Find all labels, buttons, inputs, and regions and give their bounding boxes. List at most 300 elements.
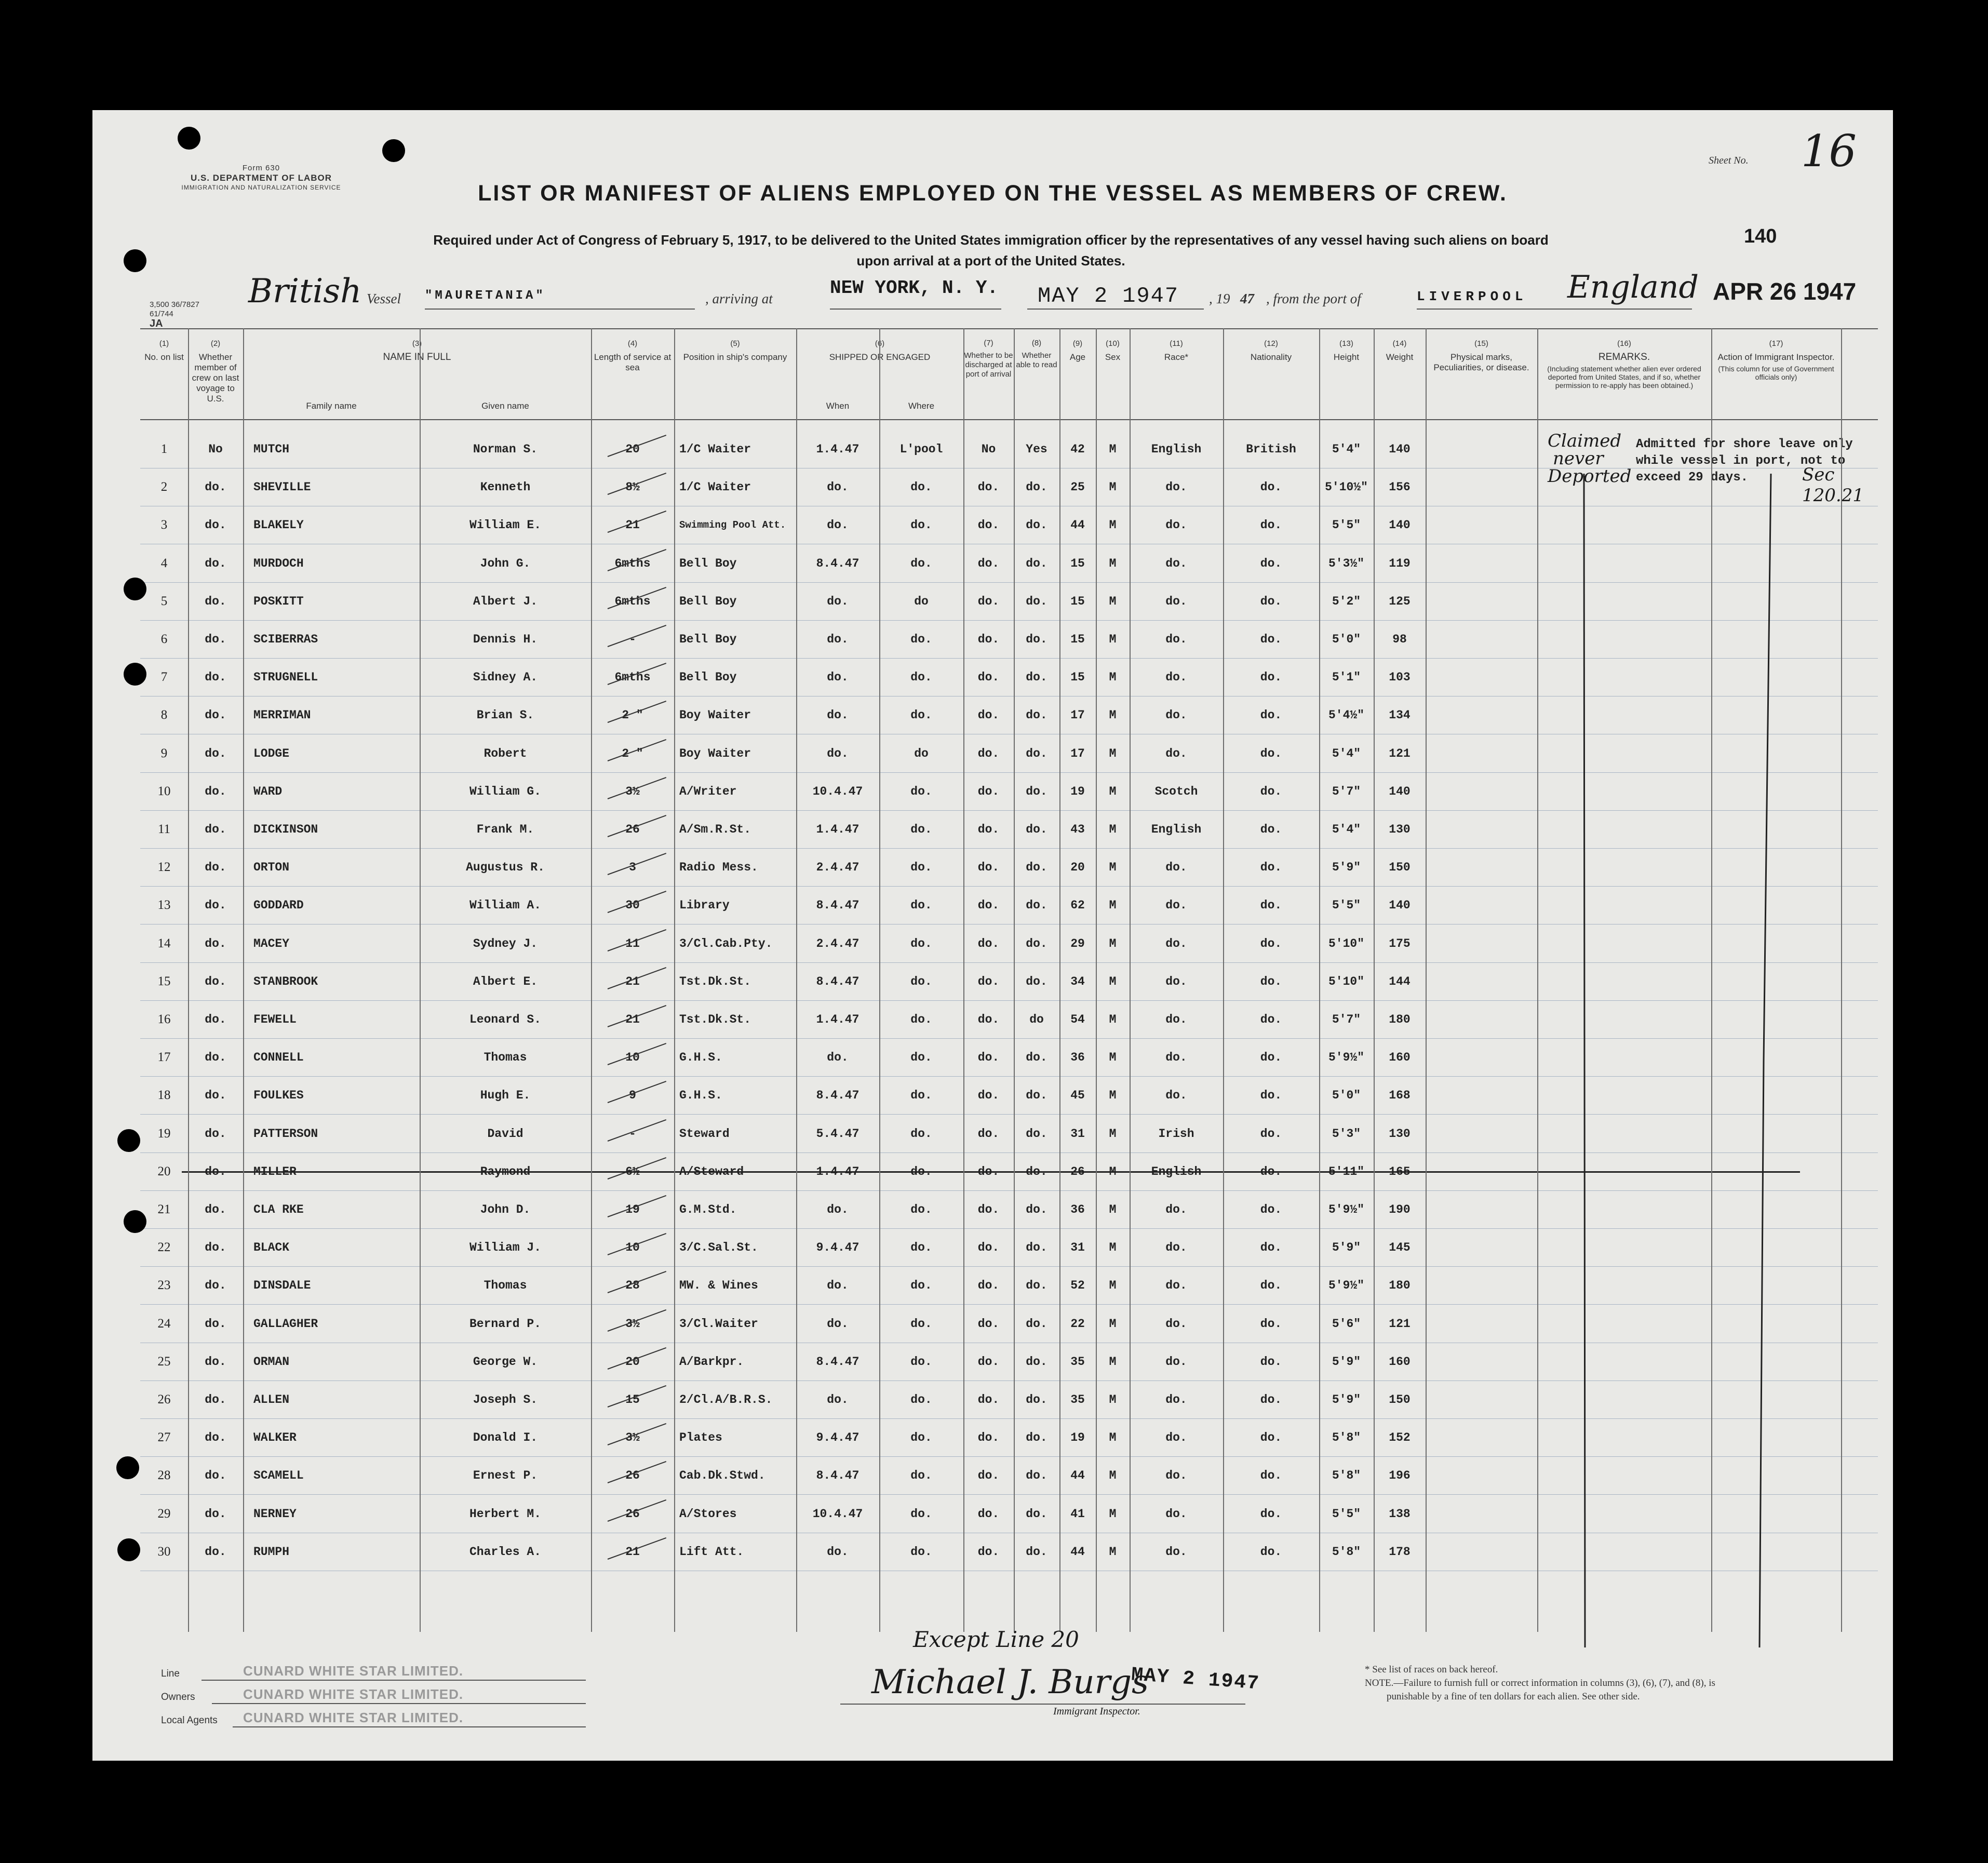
cell-when: 8.4.47 [816,1089,859,1103]
inspector-label: Immigrant Inspector. [1053,1706,1140,1717]
cell-given: Sidney A. [473,671,538,685]
cell-given: David [487,1127,523,1141]
cell-prev: do. [205,1164,226,1178]
from-country-handwritten: England [1567,269,1699,305]
cell-nationality: do. [1260,784,1282,798]
cell-when: do. [827,708,849,722]
cell-when: 9.4.47 [816,1431,859,1445]
cell-when: 2.4.47 [816,861,859,875]
table-top-line [140,328,1878,329]
remarks-typed-1: Admitted for shore leave only [1636,437,1853,451]
cell-service: 28 [625,1279,640,1293]
cell-family: GODDARD [253,899,304,913]
cell-where: do. [910,1127,932,1141]
cell-nationality: do. [1260,1013,1282,1026]
cell-given: Frank M. [476,823,534,836]
cell-no: 16 [157,1012,171,1026]
cell-sex: M [1109,1051,1117,1065]
cell-age: 44 [1070,1545,1085,1559]
cell-discharge: do. [977,708,1000,722]
cell-position: 3/Cl.Cab.Pty. [679,936,773,950]
cell-family: SCIBERRAS [253,633,318,646]
cell-race: do. [1165,556,1187,570]
crew-count: 140 [1744,225,1777,247]
cell-family: NERNEY [253,1507,297,1521]
header-col-11: (11) Race* [1164,339,1189,362]
cell-race: do. [1165,1355,1187,1369]
cell-age: 45 [1070,1089,1085,1103]
cell-prev: do. [205,556,226,570]
cell-prev: do. [205,1203,226,1216]
cell-race: do. [1165,1203,1187,1216]
cell-where: do. [910,1431,932,1445]
cell-when: do. [827,594,849,608]
cell-position: Boy Waiter [679,746,751,760]
cell-race: do. [1165,1545,1187,1559]
vessel-name: "MAURETANIA" [425,289,546,303]
cell-height: 5'9" [1332,861,1361,875]
cell-height: 5'10" [1328,974,1364,988]
header-where: Where [908,401,935,411]
cell-discharge: do. [977,1089,1000,1103]
inspector-signature: Michael J. Burgs [871,1663,1149,1701]
cell-read: do. [1026,1279,1047,1293]
cell-race: do. [1165,708,1187,722]
cell-weight: 152 [1389,1431,1411,1445]
cell-position: Plates [679,1431,722,1445]
cell-nationality: do. [1260,556,1282,570]
cell-read: do. [1026,708,1047,722]
cell-where: do. [910,1164,932,1178]
cell-when: 5.4.47 [816,1127,859,1141]
cell-service: 26 [625,1507,640,1521]
cell-race: English [1151,823,1202,836]
remarks-hand-1: Claimed [1548,431,1622,451]
cell-race: do. [1165,1013,1187,1026]
cell-no: 30 [157,1544,171,1559]
cell-position: Cab.Dk.Stwd. [679,1469,765,1483]
cell-prev: do. [205,594,226,608]
cell-height: 5'9½" [1328,1203,1364,1216]
cell-service: 26 [625,823,640,836]
cell-age: 34 [1070,974,1085,988]
cell-when: 8.4.47 [816,1469,859,1483]
cell-given: Donald I. [473,1431,538,1445]
cell-age: 26 [1070,1164,1085,1178]
cell-read: do. [1026,1545,1047,1559]
cell-sex: M [1109,1317,1117,1331]
column-divider [796,328,797,1632]
cell-read: do. [1026,518,1047,532]
cell-where: do. [910,899,932,913]
cell-when: 8.4.47 [816,974,859,988]
cell-family: DICKINSON [253,823,318,836]
cell-given: Dennis H. [473,633,538,646]
cell-position: Bell Boy [679,556,737,570]
cell-sex: M [1109,556,1117,570]
cell-prev: do. [205,633,226,646]
note-penalty: NOTE.—Failure to furnish full or correct information in columns (3), (6), (7), and (8), is [1365,1678,1715,1688]
cell-discharge: do. [977,633,1000,646]
column-divider [1319,328,1320,1632]
cell-read: do. [1026,899,1047,913]
punch-hole [124,663,146,686]
remarks-ditto-lines [1553,463,1781,1658]
print-code-3: JA [150,318,163,329]
cell-sex: M [1109,443,1117,456]
cell-race: do. [1165,1089,1187,1103]
cell-race: do. [1165,1279,1187,1293]
punch-hole [382,139,405,162]
cell-when: do. [827,1051,849,1065]
cell-where: do. [910,784,932,798]
print-code-1: 3,500 36/7827 [150,300,199,309]
cell-height: 5'8" [1332,1469,1361,1483]
cell-race: do. [1165,633,1187,646]
cell-where: do. [910,936,932,950]
cell-race: do. [1165,1393,1187,1406]
cell-family: PATTERSON [253,1127,318,1141]
cell-when: 1.4.47 [816,823,859,836]
cell-given: Hugh E. [480,1089,531,1103]
cell-age: 43 [1070,823,1085,836]
cell-sex: M [1109,1393,1117,1406]
cell-race: English [1151,1164,1202,1178]
page-title: LIST OR MANIFEST OF ALIENS EMPLOYED ON THE VESSEL AS MEMBERS OF CREW. [478,181,1508,206]
cell-weight: 121 [1389,746,1411,760]
header-bottom-line [140,419,1878,420]
cell-when: 2.4.47 [816,936,859,950]
cell-family: ORTON [253,861,290,875]
cell-height: 5'3" [1332,1127,1361,1141]
cell-when: do. [827,480,849,494]
cell-position: 3/Cl.Waiter [679,1317,758,1331]
cell-position: Swimming Pool Att. [679,519,786,531]
sheet-number: 16 [1801,126,1857,177]
port-underline [830,309,1001,310]
header-col-16: (16) REMARKS. (Including statement whether alien ever ordered deported from United States, and if so, whether permission to re-apply has been obtained.) [1547,339,1701,390]
cell-weight: 140 [1389,443,1411,456]
cell-sex: M [1109,1279,1117,1293]
cell-read: do. [1026,1393,1047,1406]
cell-given: Joseph S. [473,1393,538,1406]
cell-nationality: do. [1260,861,1282,875]
cell-service: 30 [625,899,640,913]
header-col-3: (3) NAME IN FULL [383,339,451,363]
cell-height: 5'4" [1332,443,1361,456]
cell-no: 14 [157,936,171,950]
cell-service: 21 [625,1013,640,1026]
cell-age: 29 [1070,936,1085,950]
cell-age: 17 [1070,708,1085,722]
cell-discharge: do. [977,1393,1000,1406]
cell-read: do. [1026,1507,1047,1521]
cell-weight: 196 [1389,1469,1411,1483]
cell-discharge: do. [977,1317,1000,1331]
cell-age: 44 [1070,518,1085,532]
cell-no: 2 [160,480,168,494]
cell-race: do. [1165,936,1187,950]
column-divider [1059,328,1060,1632]
cell-weight: 130 [1389,823,1411,836]
cell-age: 15 [1070,671,1085,685]
cell-family: STANBROOK [253,974,318,988]
cell-when: 1.4.47 [816,1164,859,1178]
cell-given: Charles A. [469,1545,542,1559]
cell-where: do [914,746,929,760]
cell-discharge: do. [977,1241,1000,1255]
cell-sex: M [1109,480,1117,494]
column-divider [1374,328,1375,1632]
cell-sex: M [1109,1469,1117,1483]
cell-when: do. [827,1279,849,1293]
cell-discharge: do. [977,1013,1000,1026]
cell-given: Robert [483,746,527,760]
cell-sex: M [1109,1164,1117,1178]
cell-nationality: do. [1260,974,1282,988]
cell-sex: M [1109,1127,1117,1141]
cell-service: 6½ [625,1164,640,1178]
cell-sex: M [1109,861,1117,875]
cell-race: Scotch [1154,784,1198,798]
cell-when: 10.4.47 [812,784,863,798]
cell-nationality: do. [1260,1469,1282,1483]
column-divider [591,328,592,1632]
cell-age: 15 [1070,594,1085,608]
cell-no: 1 [160,442,168,456]
cell-weight: 156 [1389,480,1411,494]
header-col-5: (5) Position in ship's company [683,339,787,362]
column-divider [188,328,189,1632]
cell-no: 12 [157,860,171,875]
subtitle-line-1: Required under Act of Congress of February 5, 1917, to be delivered to the United States immigration officer by the representatives of any vessel having such aliens on board [433,232,1549,248]
cell-service: 21 [625,518,640,532]
header-when: When [826,401,850,411]
cell-where: do [914,594,929,608]
cell-race: do. [1165,1317,1187,1331]
cell-prev: do. [205,708,226,722]
cell-position: Bell Boy [679,671,737,685]
cell-read: do. [1026,1051,1047,1065]
header-col-14: (14) Weight [1386,339,1414,362]
note-races: * See list of races on back hereof. [1365,1664,1498,1675]
cell-position: Bell Boy [679,633,737,646]
cell-read: do. [1026,556,1047,570]
cell-discharge: do. [977,1431,1000,1445]
cell-family: SHEVILLE [253,480,311,494]
cell-prev: do. [205,518,226,532]
cell-given: Kenneth [480,480,531,494]
cell-where: do. [910,1203,932,1216]
cell-weight: 134 [1389,708,1411,722]
cell-weight: 138 [1389,1507,1411,1521]
cell-where: do. [910,671,932,685]
cell-service: 3½ [625,1431,640,1445]
crew-table [140,328,1878,1632]
cell-age: 19 [1070,1431,1085,1445]
cell-position: 1/C Waiter [679,443,751,456]
cell-age: 19 [1070,784,1085,798]
cell-read: do. [1026,784,1047,798]
cell-when: do. [827,746,849,760]
cell-discharge: do. [977,1164,1000,1178]
column-divider [879,328,880,1632]
cell-nationality: do. [1260,746,1282,760]
cell-nationality: do. [1260,823,1282,836]
cell-service: 20 [625,443,640,456]
cell-nationality: do. [1260,1203,1282,1216]
cell-service: - [629,633,636,646]
cell-height: 5'9" [1332,1241,1361,1255]
cell-prev: do. [205,1431,226,1445]
cell-position: A/Stores [679,1507,737,1521]
cell-no: 13 [157,898,171,913]
cell-position: A/Sm.R.St. [679,823,751,836]
cell-discharge: do. [977,1469,1000,1483]
cell-sex: M [1109,1545,1117,1559]
cell-service: 9 [629,1089,636,1103]
cell-no: 27 [157,1430,171,1445]
from-port: LIVERPOOL [1417,289,1527,304]
sheet-number-label: Sheet No. [1709,155,1749,166]
cell-discharge: do. [977,1051,1000,1065]
cell-when: 1.4.47 [816,1013,859,1026]
cell-sex: M [1109,1089,1117,1103]
cell-given: Brian S. [476,708,534,722]
cell-prev: do. [205,936,226,950]
cell-where: do. [910,1507,932,1521]
cell-given: William J. [469,1241,542,1255]
arriving-port: NEW YORK, N. Y. [830,277,999,299]
cell-read: do. [1026,1203,1047,1216]
cell-where: do. [910,1051,932,1065]
remarks-typed-2: while vessel in port, not to [1636,454,1846,468]
footer-notes [1365,1663,1884,1704]
cell-read: do. [1026,1469,1047,1483]
cell-height: 5'9½" [1328,1051,1364,1065]
cell-service: 8½ [625,480,640,494]
cell-discharge: do. [977,823,1000,836]
cell-height: 5'0" [1332,1089,1361,1103]
cell-no: 15 [157,974,171,988]
from-underline [1417,309,1692,310]
cell-race: do. [1165,899,1187,913]
cell-prev: do. [205,823,226,836]
cell-height: 5'2" [1332,594,1361,608]
punch-hole [124,578,146,600]
cell-age: 36 [1070,1203,1085,1216]
punch-hole [116,1456,139,1479]
cell-position: A/Steward [679,1164,744,1178]
agents-underline [233,1726,586,1727]
cell-family: MURDOCH [253,556,304,570]
cell-race: do. [1165,594,1187,608]
cell-sex: M [1109,1013,1117,1026]
cell-nationality: do. [1260,671,1282,685]
subtitle-line-2: upon arrival at a port of the United States. [856,253,1125,269]
cell-position: G.M.Std. [679,1203,737,1216]
cell-weight: 150 [1389,861,1411,875]
cell-sex: M [1109,1355,1117,1369]
cell-age: 15 [1070,556,1085,570]
cell-service: 6mths [614,671,651,685]
cell-weight: 160 [1389,1355,1411,1369]
header-col-13: (13) Height [1333,339,1360,362]
cell-nationality: do. [1260,518,1282,532]
cell-service: 20 [625,1355,640,1369]
header-col-4: (4) Length of service at sea [594,339,671,372]
cell-sex: M [1109,784,1117,798]
cell-service: 2 " [622,746,643,760]
cell-when: 8.4.47 [816,1355,859,1369]
cell-nationality: do. [1260,594,1282,608]
vessel-underline [425,309,695,310]
cell-service: - [629,1127,636,1141]
remarks-hand-3: Deported [1548,466,1632,487]
cell-read: do. [1026,671,1047,685]
cell-age: 62 [1070,899,1085,913]
cell-weight: 140 [1389,518,1411,532]
cell-family: MACEY [253,936,290,950]
cell-prev: do. [205,974,226,988]
cell-read: do. [1026,823,1047,836]
print-code [150,300,199,328]
header-col-2: (2) Whether member of crew on last voyage to U.S. [192,339,239,404]
cell-prev: do. [205,1507,226,1521]
cell-prev: No [208,443,223,456]
cell-where: do. [910,1469,932,1483]
cell-age: 35 [1070,1355,1085,1369]
cell-nationality: do. [1260,1089,1282,1103]
cell-race: do. [1165,746,1187,760]
cell-position: G.H.S. [679,1089,722,1103]
cell-sex: M [1109,974,1117,988]
cell-where: do. [910,861,932,875]
cell-height: 5'7" [1332,1013,1361,1026]
cell-family: DINSDALE [253,1279,311,1293]
cell-given: Thomas [483,1279,527,1293]
cell-discharge: do. [977,974,1000,988]
cell-height: 5'3½" [1328,556,1364,570]
cell-prev: do. [205,1051,226,1065]
cell-weight: 178 [1389,1545,1411,1559]
cell-no: 29 [157,1506,171,1521]
header-col-1: (1) No. on list [144,339,184,362]
cell-given: Thomas [483,1051,527,1065]
cell-read: do. [1026,1127,1047,1141]
cell-discharge: do. [977,594,1000,608]
cell-when: do. [827,1545,849,1559]
cell-where: do. [910,1013,932,1026]
cell-read: do. [1026,594,1047,608]
cell-discharge: do. [977,671,1000,685]
cell-height: 5'9" [1332,1393,1361,1406]
cell-height: 5'0" [1332,633,1361,646]
cell-nationality: do. [1260,936,1282,950]
cell-race: do. [1165,1507,1187,1521]
cell-given: William E. [469,518,542,532]
print-code-2: 61/744 [150,310,173,318]
cell-age: 20 [1070,861,1085,875]
cell-weight: 165 [1389,1164,1411,1178]
cell-service: 3½ [625,784,640,798]
cell-nationality: do. [1260,1279,1282,1293]
cell-race: do. [1165,518,1187,532]
cell-no: 18 [157,1088,171,1103]
cell-given: Ernest P. [473,1469,538,1483]
cell-position: Tst.Dk.St. [679,1013,751,1026]
cell-where: do. [910,974,932,988]
